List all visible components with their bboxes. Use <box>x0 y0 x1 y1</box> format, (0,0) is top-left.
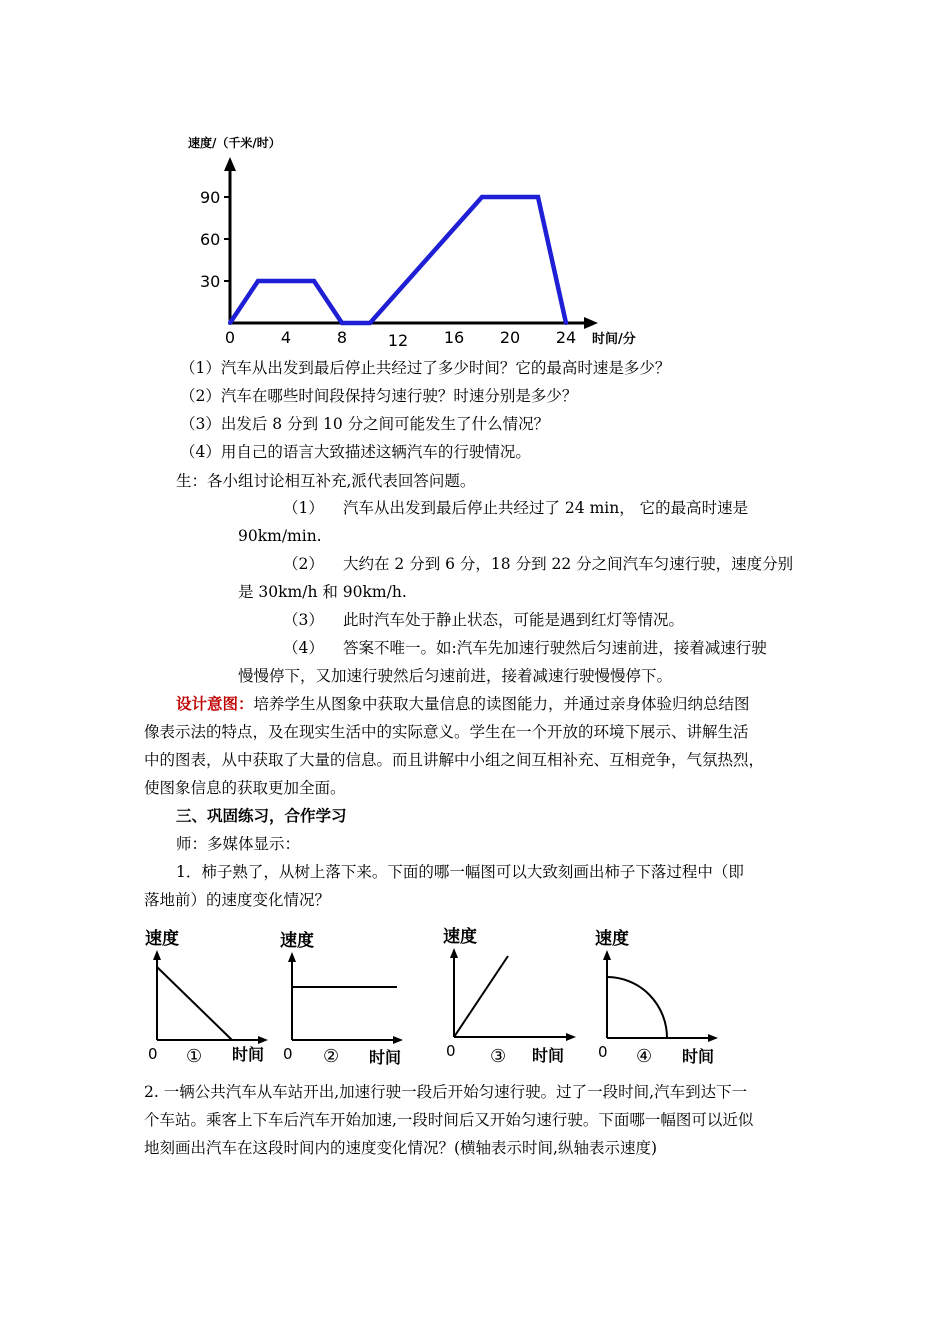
x-arrow-icon <box>708 1034 718 1042</box>
small-graph-2 <box>275 922 420 1072</box>
x-tick-label: 20 <box>499 328 521 347</box>
answer-2-text: 大约在 2 分到 6 分，18 分到 22 分之间汽车匀速行驶，速度分别 <box>343 555 794 573</box>
small-graph-2-num: ② <box>323 1046 340 1067</box>
small-graph-3-ylabel: 速度 <box>443 927 477 947</box>
q1-line-1: 1．柿子熟了，从树上落下来。下面的哪一幅图可以大致刻画出柿子下落过程中（即 <box>176 863 744 881</box>
small-graph-2-xlabel: 时间 <box>369 1048 402 1067</box>
x-tick-label: 4 <box>280 328 292 347</box>
x-tick-label: 8 <box>336 328 348 347</box>
design-intent-line-3: 中的图表，从中获取了大量的信息。而且讲解中小组之间互相补充、互相竞争，气氛热烈， <box>144 751 765 769</box>
data-point <box>228 321 232 325</box>
small-graph-4-num: ④ <box>636 1046 653 1067</box>
design-intent-line-2: 像表示法的特点，及在现实生活中的实际意义。学生在一个开放的环境下展示、讲解生活 <box>144 723 749 741</box>
data-point <box>564 321 568 325</box>
teacher-line: 师：多媒体显示： <box>176 835 301 853</box>
x-ticks <box>225 328 576 350</box>
answer-3-num: （3） <box>283 611 324 629</box>
answer-1-cont: 90km/min. <box>238 527 322 545</box>
x-arrow-icon <box>393 1036 403 1044</box>
design-intent-label: 设计意图： <box>176 694 254 713</box>
answer-1-num: （1） <box>283 499 324 517</box>
small-graph-1-origin: 0 <box>148 1045 158 1063</box>
speed-time-chart <box>180 125 660 350</box>
y-arrow-icon <box>288 952 296 962</box>
small-graph-4-xlabel: 时间 <box>682 1047 715 1066</box>
data-point <box>256 279 260 283</box>
y-ticks <box>200 188 230 291</box>
design-intent-line-1 <box>176 693 750 715</box>
question-4: （4）用自己的语言大致描述这辆汽车的行驶情况。 <box>180 443 531 461</box>
answer-2-cont: 是 30km/h 和 90km/h. <box>238 583 407 601</box>
y-tick-label: 30 <box>200 272 221 291</box>
y-arrow-icon <box>450 948 458 958</box>
small-graph-1-num: ① <box>186 1046 203 1067</box>
x-tick-label: 12 <box>387 331 409 350</box>
small-graph-1-xlabel: 时间 <box>232 1045 265 1064</box>
q2-line-3: 地刻画出汽车在这段时间内的速度变化情况？(横轴表示时间,纵轴表示速度) <box>144 1139 658 1157</box>
question-1: （1）汽车从出发到最后停止共经过了多少时间？它的最高时速是多少？ <box>180 359 671 377</box>
data-point <box>480 195 484 199</box>
graph-1-curve <box>157 967 232 1040</box>
section-title: 三、巩固练习，合作学习 <box>176 806 347 825</box>
answer-4-text: 答案不唯一。如:汽车先加速行驶然后匀速前进，接着减速行驶 <box>343 639 767 657</box>
graph-3-curve <box>454 956 508 1037</box>
y-tick-label: 60 <box>200 230 221 249</box>
small-graph-2-ylabel: 速度 <box>280 931 314 951</box>
x-tick-label: 0 <box>224 328 236 347</box>
data-point <box>312 279 316 283</box>
small-graph-3-origin: 0 <box>446 1042 456 1060</box>
x-tick-label: 24 <box>555 328 577 347</box>
x-arrow-icon <box>566 1033 576 1041</box>
design-intent-line-4: 使图象信息的获取更加全面。 <box>144 779 346 797</box>
graph-4-curve <box>607 977 667 1038</box>
data-point <box>368 321 372 325</box>
answer-4-cont: 慢慢停下，又加速行驶然后匀速前进，接着减速行驶慢慢停下。 <box>238 667 673 685</box>
answer-2-num: （2） <box>283 555 324 573</box>
small-graph-4-origin: 0 <box>598 1043 608 1061</box>
data-point <box>536 195 540 199</box>
chart-ylabel: 速度/（千米/时） <box>188 136 281 150</box>
y-axis-arrow-icon <box>224 157 236 171</box>
small-graph-4-ylabel: 速度 <box>595 929 629 949</box>
data-points <box>228 195 568 325</box>
design-intent-text: 培养学生从图象中获取大量信息的读图能力，并通过亲身体验归纳总结图 <box>253 695 750 713</box>
student-intro: 生：各小组讨论相互补充,派代表回答问题。 <box>176 472 476 490</box>
chart-xlabel: 时间/分 <box>592 332 636 347</box>
x-axis-arrow-icon <box>584 317 598 329</box>
q2-line-1: 2. 一辆公共汽车从车站开出,加速行驶一段后开始匀速行驶。过了一段时间,汽车到达下一 <box>144 1083 748 1101</box>
small-graph-3-xlabel: 时间 <box>532 1046 565 1065</box>
answer-3-text: 此时汽车处于静止状态，可能是遇到红灯等情况。 <box>343 611 685 629</box>
question-2: （2）汽车在哪些时间段保持匀速行驶？时速分别是多少？ <box>180 387 578 405</box>
question-3: （3）出发后 8 分到 10 分之间可能发生了什么情况？ <box>180 415 550 433</box>
small-graph-3 <box>440 922 590 1072</box>
small-graph-2-origin: 0 <box>283 1045 293 1063</box>
data-point <box>340 321 344 325</box>
q2-line-2: 个车站。乘客上下车后汽车开始加速,一段时间后又开始匀速行驶。下面哪一幅图可以近似 <box>144 1111 754 1129</box>
speed-series-line <box>230 197 566 323</box>
x-tick-label: 16 <box>443 328 465 347</box>
small-graph-4 <box>590 922 740 1072</box>
answer-1-text: 汽车从出发到最后停止共经过了 24 min， 它的最高时速是 <box>343 499 749 517</box>
answer-4-num: （4） <box>283 639 324 657</box>
y-tick-label: 90 <box>200 188 221 207</box>
small-graph-1-ylabel: 速度 <box>145 929 179 949</box>
y-arrow-icon <box>603 950 611 960</box>
small-graph-3-num: ③ <box>490 1046 507 1067</box>
x-arrow-icon <box>258 1036 268 1044</box>
q1-line-2: 落地前）的速度变化情况？ <box>144 891 331 909</box>
small-graph-1 <box>140 922 285 1072</box>
y-arrow-icon <box>153 950 161 960</box>
